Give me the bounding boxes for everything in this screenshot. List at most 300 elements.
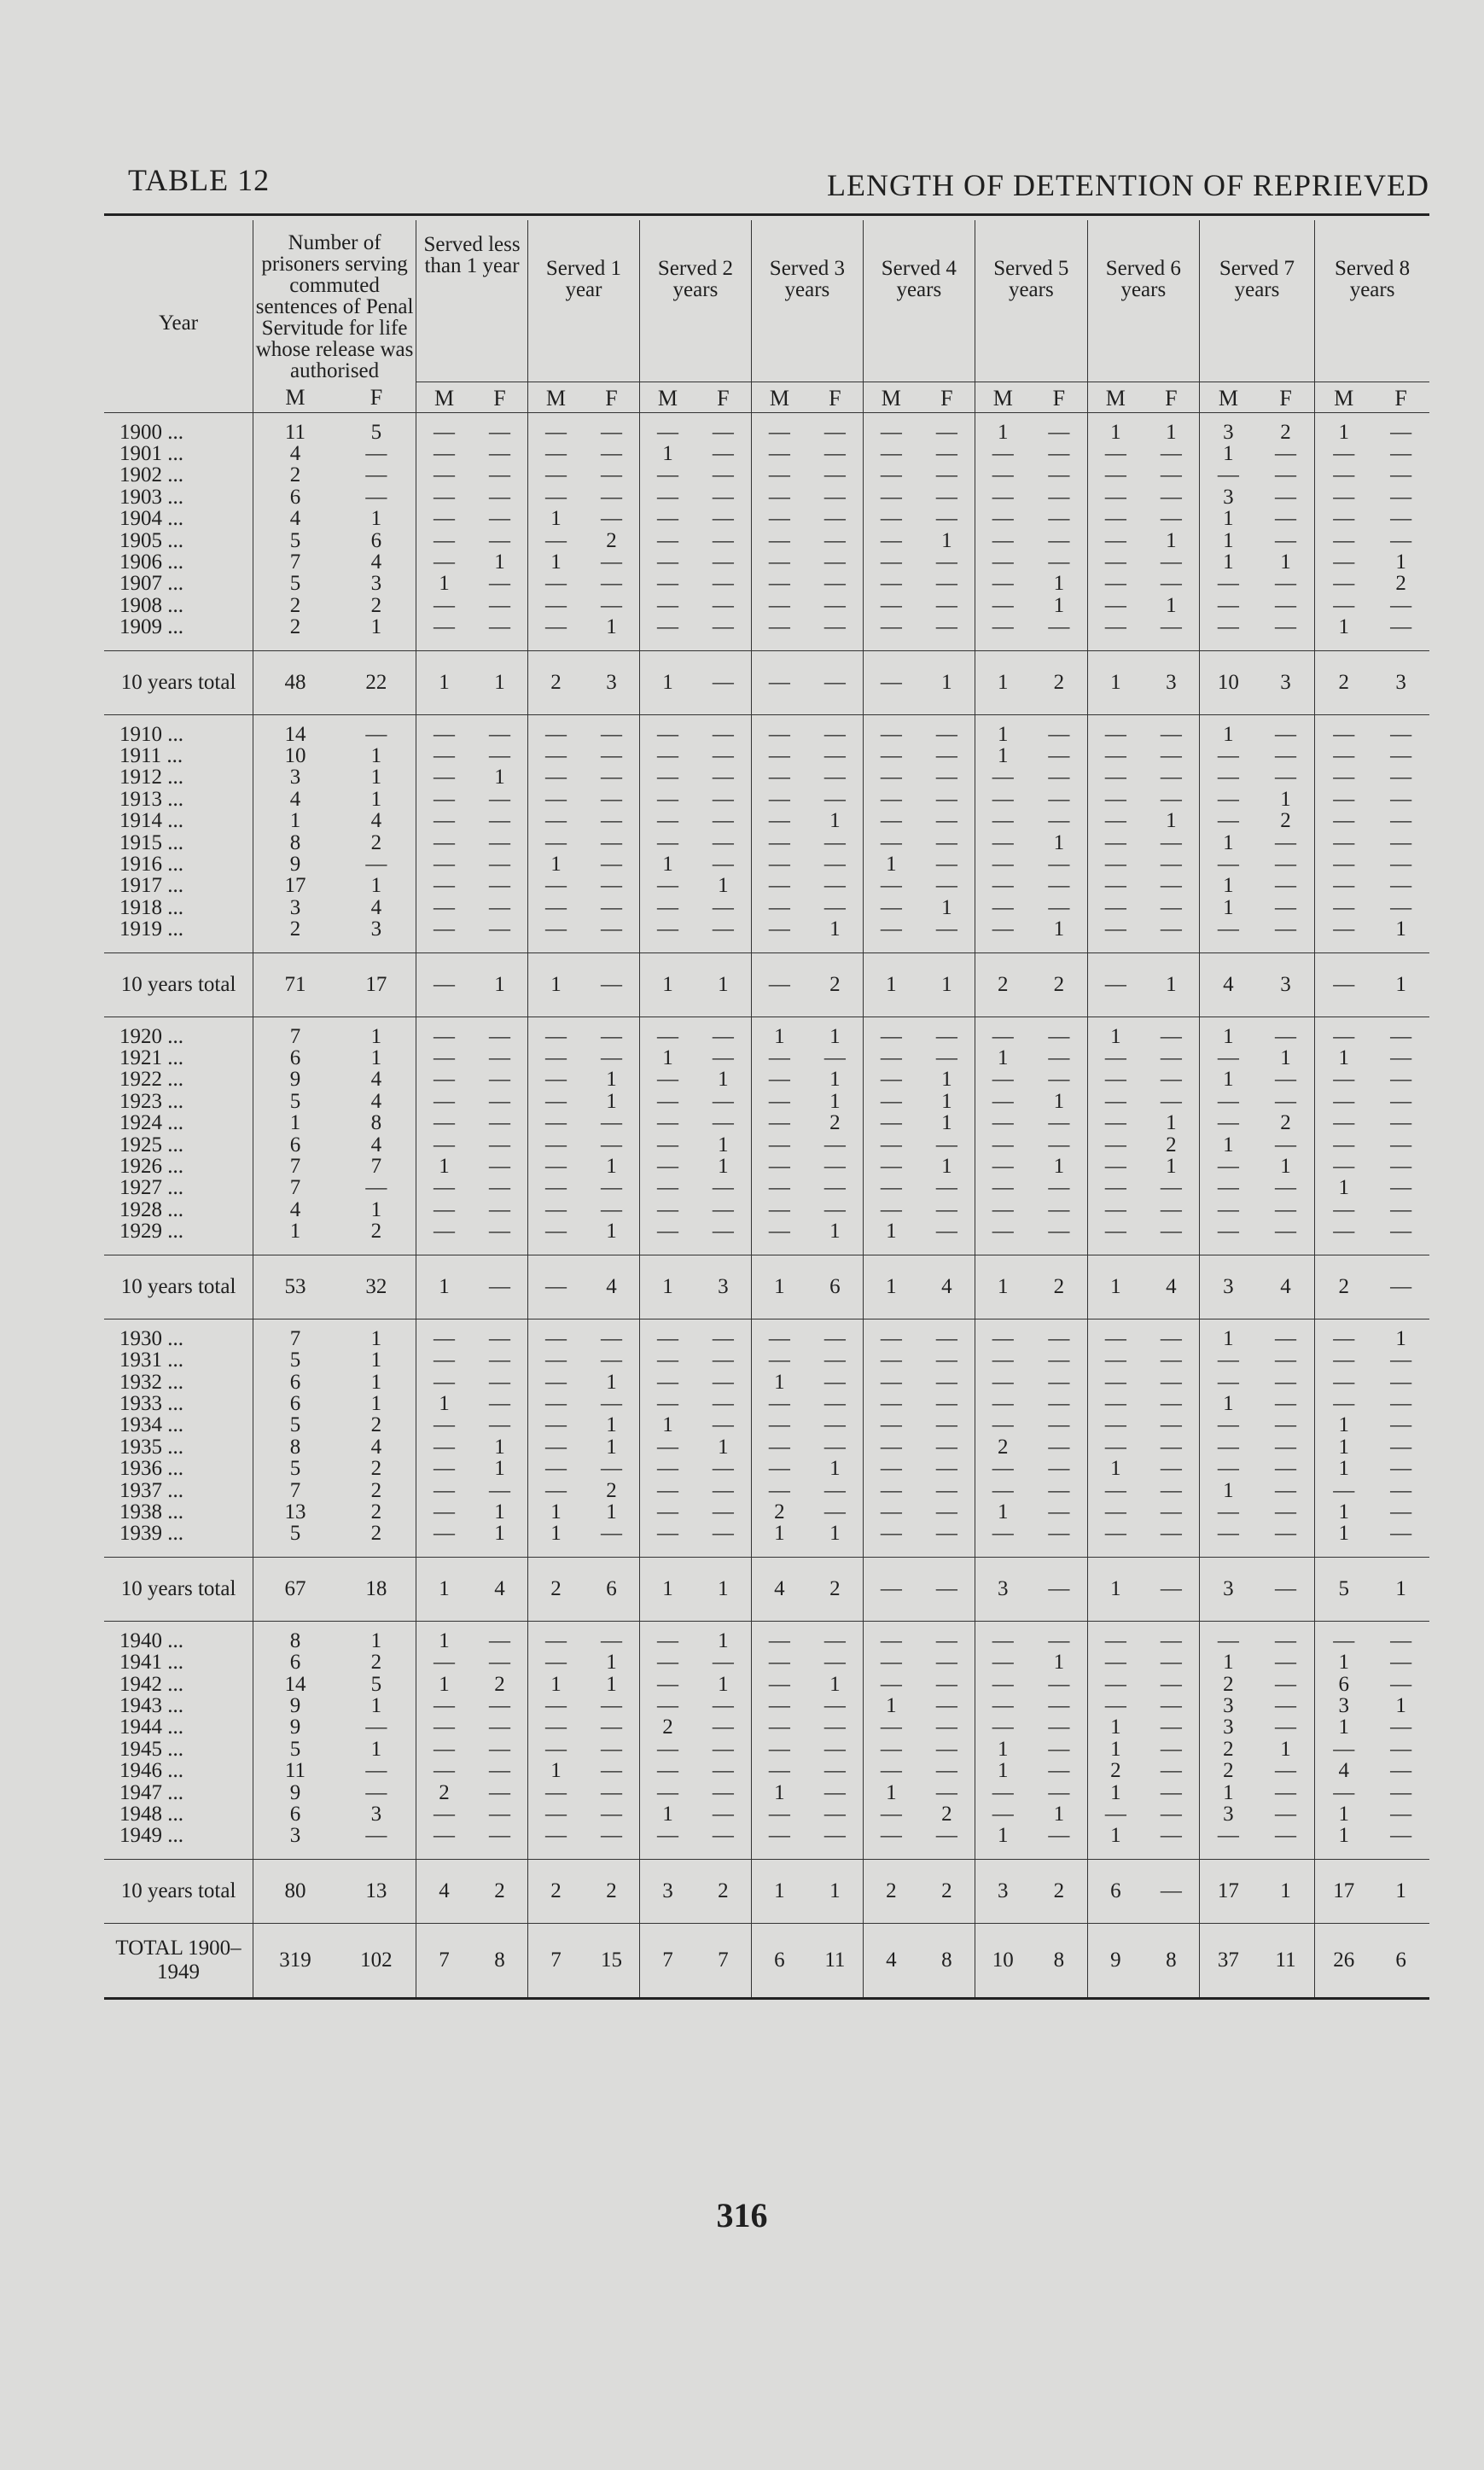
served-8-f-cell: —	[1390, 1500, 1412, 1523]
served-2-f-cell: —	[712, 1391, 734, 1415]
served-1-f-cell: —	[584, 952, 639, 1017]
served-2-f-cell: —	[712, 1326, 734, 1350]
prisoners-m-cell: 1	[253, 1112, 337, 1133]
served-1-m-cell: —	[528, 1782, 584, 1803]
served-7-f-cell: 1	[1280, 787, 1291, 811]
served-8-f-cell: —	[1390, 1780, 1412, 1804]
served-1-m-cell: —	[528, 1739, 584, 1760]
served-0-m-cell: —	[416, 1220, 472, 1255]
year-cell: 1917 ...	[119, 874, 183, 898]
served-3-f-cell: 1	[829, 1089, 841, 1113]
served-2-m-cell: —	[639, 1436, 695, 1458]
served-2-m-cell: —	[639, 1674, 695, 1695]
served-3-m-cell: —	[751, 875, 806, 896]
served-1-m-cell: —	[528, 897, 584, 918]
served-4-f-cell: —	[935, 1824, 957, 1848]
served-7-m-cell: 3	[1199, 1716, 1257, 1738]
served-5-m-cell: 3	[975, 1557, 1030, 1621]
served-5-f-cell: —	[1031, 1557, 1088, 1621]
served-5-f-cell: —	[1048, 1500, 1070, 1523]
table-row	[104, 1156, 1429, 1177]
served-0-f-cell: —	[489, 1176, 510, 1200]
served-5-m-cell: 1	[975, 714, 1030, 745]
served-3-m-cell: —	[751, 530, 806, 551]
served-7-f-cell: —	[1275, 1068, 1297, 1092]
served-6-m-cell: —	[1087, 853, 1143, 875]
served-3-f-cell: 1	[829, 1672, 841, 1696]
year-cell: 1946 ...	[119, 1759, 183, 1783]
served-7-m-cell: 2	[1199, 1739, 1257, 1760]
served-7-f-cell: —	[1275, 1716, 1297, 1739]
year-cell: 1923 ...	[119, 1089, 183, 1113]
prisoners-m-cell: 5	[253, 1091, 337, 1112]
served-5-m-cell: —	[975, 1134, 1030, 1156]
served-4-f-cell: —	[935, 722, 957, 746]
served-8-f-cell: —	[1390, 874, 1412, 898]
table-row	[104, 1782, 1429, 1803]
table-row	[104, 1177, 1429, 1198]
served-0-m-cell: —	[416, 1739, 472, 1760]
served-7-m-cell: 1	[1199, 1652, 1257, 1673]
served-2-f-cell: —	[712, 1197, 734, 1221]
prisoners-m-cell: 4	[253, 443, 337, 464]
served-0-m-cell: —	[416, 1825, 472, 1859]
served-4-m-cell: —	[863, 1523, 918, 1557]
served-6-f-cell: 1	[1166, 593, 1177, 617]
served-1-m-cell: —	[528, 595, 584, 616]
served-2-m-cell: —	[639, 1782, 695, 1803]
served-0-f-cell: —	[489, 1413, 510, 1437]
year-cell: 1918 ...	[119, 895, 183, 919]
served-3-m-cell: 1	[751, 1859, 806, 1923]
served-2-f-cell: —	[712, 485, 734, 509]
served-4-f-cell: —	[935, 1413, 957, 1437]
table-row	[104, 412, 1429, 443]
table-row	[104, 1393, 1429, 1414]
served-0-f-cell: —	[489, 615, 510, 639]
served-6-f-cell: —	[1160, 918, 1182, 941]
served-8-f-cell: —	[1390, 441, 1412, 465]
served-5-m-cell: —	[975, 486, 1030, 508]
served-5-m-cell: —	[975, 1069, 1030, 1090]
served-4-f-cell: —	[935, 743, 957, 767]
served-2-m-cell: —	[639, 486, 695, 508]
served-6-m-cell: —	[1087, 1112, 1143, 1133]
served-0-f-cell: —	[489, 809, 510, 833]
served-2-m-cell: 1	[639, 1047, 695, 1069]
prisoners-f-cell: 18	[337, 1557, 416, 1621]
served-7-f-cell: —	[1275, 463, 1297, 487]
served-7-f-cell: —	[1275, 1803, 1297, 1826]
served-8-m-cell: 1	[1315, 1523, 1373, 1557]
served-0-m-cell: —	[416, 1436, 472, 1458]
served-2-m-cell: —	[639, 1372, 695, 1393]
served-4-m-cell: —	[863, 918, 918, 952]
served-6-f-cell: —	[1160, 1716, 1182, 1739]
served-8-f-cell: 1	[1372, 1557, 1429, 1621]
served-2-f-cell: 1	[718, 1068, 729, 1092]
served-4-f-cell: —	[935, 1672, 957, 1696]
served-0-f-cell: —	[489, 420, 510, 444]
f-header: F	[695, 382, 751, 412]
served-5-m-cell: —	[975, 573, 1030, 594]
served-6-f-cell: —	[1160, 895, 1182, 919]
served-3-m-cell: —	[751, 1069, 806, 1090]
served-2-m-cell: —	[639, 1458, 695, 1479]
served-6-m-cell: —	[1087, 1414, 1143, 1436]
served-0-m-cell: —	[416, 832, 472, 853]
prisoners-f-cell: 1	[370, 1370, 382, 1394]
served-4-f-cell: —	[935, 1716, 957, 1739]
served-6-f-cell: —	[1160, 1349, 1182, 1372]
year-cell: 1913 ...	[119, 787, 183, 811]
served-6-m-cell: —	[1087, 443, 1143, 464]
m-header: M	[1199, 382, 1257, 412]
year-cell: 1929 ...	[119, 1220, 183, 1244]
prisoners-m-cell: 9	[253, 1695, 337, 1716]
prisoners-m-cell: 9	[253, 1069, 337, 1090]
decade-total-label: 10 years total	[104, 1557, 253, 1621]
grand-total-row	[104, 1923, 1429, 1998]
served-8-f-cell: —	[1390, 528, 1412, 552]
served-0-m-cell: —	[416, 1134, 472, 1156]
served-3-m-cell: —	[751, 810, 806, 831]
served-8-f-cell: 3	[1372, 650, 1429, 714]
served-5-m-cell: —	[975, 551, 1030, 573]
served-8-f-cell: —	[1390, 507, 1412, 531]
served-4-m-cell: 1	[863, 853, 918, 875]
served-2-f-cell: —	[712, 1780, 734, 1804]
table-title: LENGTH OF DETENTION OF REPRIEVED	[827, 168, 1429, 202]
served-1-f-cell: —	[600, 853, 622, 876]
served-0-f-cell: —	[489, 830, 510, 854]
prisoners-f-cell: 1	[370, 1693, 382, 1717]
prisoners-m-cell: 5	[253, 530, 337, 551]
served-3-m-cell: —	[751, 1199, 806, 1220]
served-2-m-cell: —	[639, 1480, 695, 1501]
mf-row	[104, 382, 1429, 412]
served-6-f-cell: 4	[1144, 1255, 1199, 1319]
served-3-m-cell: —	[751, 464, 806, 486]
served-4-f-cell: —	[935, 787, 957, 811]
prisoners-f-cell: 4	[370, 1435, 382, 1459]
served-0-m-cell: 1	[416, 1557, 472, 1621]
served-4-f-cell: —	[935, 1759, 957, 1783]
served-7-f-cell: —	[1275, 895, 1297, 919]
served-6-m-cell: —	[1087, 464, 1143, 486]
served-3-m-cell: 1	[751, 1372, 806, 1393]
served-0-m-cell: 1	[416, 1156, 472, 1177]
served-7-f-cell: —	[1275, 1413, 1297, 1437]
served-8-m-cell: 1	[1315, 1803, 1373, 1825]
served-4-f-cell: —	[935, 441, 957, 465]
prisoners-f-cell: 1	[370, 1046, 382, 1070]
year-cell: 1910 ...	[119, 722, 183, 746]
f-header: F	[919, 382, 975, 412]
served-0-m-cell: —	[416, 952, 472, 1017]
served-3-m-cell: —	[751, 1458, 806, 1479]
served-2-f-cell: —	[712, 1024, 734, 1048]
served-3-f-cell: —	[823, 1737, 846, 1761]
prisoners-m-cell: 9	[253, 853, 337, 875]
served-4-f-cell: —	[935, 420, 957, 444]
served-7-f-cell: —	[1275, 1628, 1297, 1652]
m-header: M	[639, 382, 695, 412]
served-7-m-cell: 1	[1199, 1069, 1257, 1090]
served-7-m-cell: —	[1199, 853, 1257, 875]
served-0-f-cell: —	[489, 853, 510, 876]
prisoners-f-cell: 1	[370, 1197, 382, 1221]
served-6-m-cell: 1	[1087, 1825, 1143, 1859]
prisoners-header: Number of prisoners serving commuted sentences of Penal Servitude for life whose release was authorised	[253, 220, 416, 382]
served-3-f-cell: —	[823, 1391, 846, 1415]
served-4-m-cell: —	[863, 1739, 918, 1760]
prisoners-m-cell: 2	[253, 616, 337, 650]
served-6-f-cell: —	[1160, 1391, 1182, 1415]
served-5-f-cell: —	[1048, 1370, 1070, 1394]
table-row	[104, 1652, 1429, 1673]
served-3-m-cell: —	[751, 1414, 806, 1436]
table-row	[104, 1047, 1429, 1069]
served-0-m-cell: 1	[416, 650, 472, 714]
table-row	[104, 1523, 1429, 1557]
served-7-f-cell: —	[1275, 1391, 1297, 1415]
served-8-f-cell: —	[1390, 1391, 1412, 1415]
served-7-m-cell: 3	[1199, 412, 1257, 443]
prisoners-f-cell: 32	[337, 1255, 416, 1319]
served-4-m-cell: —	[863, 832, 918, 853]
served-0-f-cell: 1	[472, 952, 527, 1017]
served-1-f-cell: —	[600, 463, 622, 487]
served-6-m-cell: —	[1087, 1393, 1143, 1414]
served-5-f-cell: —	[1048, 1780, 1070, 1804]
served-8-f-cell: —	[1390, 1068, 1412, 1092]
year-cell: 1948 ...	[119, 1803, 183, 1826]
served-3-m-cell: —	[751, 1621, 806, 1652]
served-6-f-cell: —	[1160, 1068, 1182, 1092]
served-1-f-cell: —	[600, 1133, 622, 1156]
served-0-m-cell: —	[416, 1760, 472, 1781]
served-7-f-cell: —	[1275, 874, 1297, 898]
year-cell: 1915 ...	[119, 830, 183, 854]
served-3-m-cell: —	[751, 616, 806, 650]
served-2-m-cell: —	[639, 595, 695, 616]
served-1-m-cell: 1	[528, 508, 584, 529]
year-cell: 1933 ...	[119, 1391, 183, 1415]
served-8-m-cell: —	[1315, 1091, 1373, 1112]
served-4-m-cell: —	[863, 1652, 918, 1673]
prisoners-f-cell: 1	[370, 787, 382, 811]
served-4-f-cell: 2	[941, 1803, 952, 1826]
f-header: F	[1257, 382, 1315, 412]
served-8-f-cell: —	[1390, 1024, 1412, 1048]
served-5-m-cell: —	[975, 918, 1030, 952]
year-cell: 1945 ...	[119, 1737, 183, 1761]
served-6-f-cell: —	[1144, 1557, 1199, 1621]
table-row	[104, 810, 1429, 831]
year-cell: 1909 ...	[119, 615, 183, 639]
served-1-f-cell: —	[600, 1024, 622, 1048]
served-2-m-cell: —	[639, 789, 695, 810]
served-1-m-cell: 2	[528, 1859, 584, 1923]
served-1-f-cell: —	[600, 1759, 622, 1783]
served-6-f-cell: —	[1160, 441, 1182, 465]
year-cell: 1947 ...	[119, 1780, 183, 1804]
served-3-m-cell: 1	[751, 1017, 806, 1047]
top-rule	[104, 213, 1429, 216]
served-8-f-cell: 1	[1372, 952, 1429, 1017]
served-8-f-cell: —	[1390, 1824, 1412, 1848]
served-2-f-cell: 1	[718, 1628, 729, 1652]
prisoners-m-cell: 5	[253, 1414, 337, 1436]
m-header: M	[751, 382, 806, 412]
served-1-m-cell: —	[528, 745, 584, 766]
served-5-f-cell: —	[1048, 1133, 1070, 1156]
served-5-m-cell: 3	[975, 1859, 1030, 1923]
served-6-f-cell: —	[1160, 1651, 1182, 1675]
served-6-f-cell: —	[1160, 1693, 1182, 1717]
served-7-f-cell: —	[1275, 1457, 1297, 1481]
served-5-m-cell: —	[975, 1177, 1030, 1198]
served-3-m-cell: 1	[751, 1782, 806, 1803]
served-4-f-cell: 1	[941, 1089, 952, 1113]
served-3-f-cell: —	[823, 1155, 846, 1179]
served-5-f-cell: —	[1048, 787, 1070, 811]
prisoners-m-cell: 7	[253, 1156, 337, 1177]
served-1-m-cell: —	[528, 1825, 584, 1859]
served-0-m-cell: —	[416, 875, 472, 896]
served-8-m-cell: —	[1315, 573, 1373, 594]
table-row	[104, 1220, 1429, 1255]
served-0-f-cell: —	[489, 485, 510, 509]
prisoners-f-cell: 22	[337, 650, 416, 714]
served-3-m-cell: —	[751, 1739, 806, 1760]
served-0-f-cell: —	[489, 1133, 510, 1156]
served-0-f-cell: —	[489, 895, 510, 919]
served-8-f-cell: —	[1390, 615, 1412, 639]
served-1-f-cell: 1	[606, 1155, 617, 1179]
served-2-m-cell: 1	[639, 1414, 695, 1436]
prisoners-f-cell: —	[365, 1176, 387, 1200]
served-2-m-cell: —	[639, 1501, 695, 1523]
served-0-m-cell: —	[416, 918, 472, 952]
served-2-m-cell: —	[639, 1177, 695, 1198]
served-8-f-cell: —	[1390, 1716, 1412, 1739]
served-header-8: Served 8 years	[1315, 220, 1429, 382]
served-2-f-cell: —	[712, 853, 734, 876]
served-2-m-cell: —	[639, 1760, 695, 1781]
year-cell: 1900 ...	[119, 420, 183, 444]
year-cell: 1938 ...	[119, 1500, 183, 1523]
prisoners-m-cell: 2	[253, 464, 337, 486]
served-4-f-cell: —	[935, 1391, 957, 1415]
served-0-f-cell: —	[489, 1024, 510, 1048]
year-cell: 1904 ...	[119, 507, 183, 531]
served-6-m-cell: —	[1087, 766, 1143, 788]
served-1-m-cell: —	[528, 918, 584, 952]
prisoners-m-cell: 53	[253, 1255, 337, 1319]
served-7-m-cell: —	[1199, 1458, 1257, 1479]
table-row	[104, 745, 1429, 766]
served-3-f-cell: —	[823, 853, 846, 876]
served-7-m-cell: —	[1199, 1091, 1257, 1112]
served-0-f-cell: —	[489, 1780, 510, 1804]
served-7-m-cell: —	[1199, 1112, 1257, 1133]
served-0-f-cell: —	[489, 874, 510, 898]
served-6-m-cell: —	[1087, 952, 1143, 1017]
served-5-f-cell: —	[1048, 1628, 1070, 1652]
served-2-m-cell: —	[639, 875, 695, 896]
served-4-m-cell: —	[863, 1803, 918, 1825]
served-1-m-cell: —	[528, 443, 584, 464]
served-4-m-cell: —	[863, 595, 918, 616]
served-6-f-cell: 1	[1166, 1155, 1177, 1179]
served-8-f-cell: —	[1390, 1803, 1412, 1826]
served-6-m-cell: —	[1087, 1652, 1143, 1673]
served-8-f-cell: —	[1390, 787, 1412, 811]
served-8-f-cell: —	[1390, 766, 1412, 789]
served-5-f-cell: —	[1048, 615, 1070, 639]
prisoners-m-cell: 6	[253, 486, 337, 508]
served-3-f-cell: —	[823, 1133, 846, 1156]
prisoners-f-cell: 5	[370, 420, 382, 444]
served-0-m-cell: —	[416, 1017, 472, 1047]
served-4-m-cell: —	[863, 1112, 918, 1133]
served-6-m-cell: —	[1087, 1220, 1143, 1255]
prisoners-m-cell: 6	[253, 1047, 337, 1069]
year-cell: 1932 ...	[119, 1370, 183, 1394]
served-5-m-cell: —	[975, 1220, 1030, 1255]
served-0-f-cell: —	[489, 1759, 510, 1783]
served-4-f-cell: —	[935, 1780, 957, 1804]
served-7-m-cell: —	[1199, 595, 1257, 616]
served-4-m-cell: —	[863, 1091, 918, 1112]
served-6-m-cell: 1	[1087, 1557, 1143, 1621]
served-0-m-cell: —	[416, 1803, 472, 1825]
served-8-m-cell: —	[1315, 595, 1373, 616]
served-2-f-cell: 1	[695, 952, 751, 1017]
served-5-m-cell: —	[975, 875, 1030, 896]
served-3-f-cell: —	[823, 1197, 846, 1221]
served-1-m-cell: —	[528, 1393, 584, 1414]
served-4-f-cell: —	[935, 615, 957, 639]
served-3-f-cell: 2	[807, 1557, 863, 1621]
served-1-f-cell: —	[600, 1780, 622, 1804]
served-4-m-cell: —	[863, 412, 918, 443]
served-4-f-cell: —	[935, 1457, 957, 1481]
served-1-f-cell: —	[600, 895, 622, 919]
served-8-f-cell: —	[1390, 743, 1412, 767]
served-6-f-cell: —	[1160, 1197, 1182, 1221]
served-8-f-cell: —	[1390, 1737, 1412, 1761]
served-6-f-cell: —	[1160, 1478, 1182, 1502]
prisoners-m-cell: 9	[253, 1716, 337, 1738]
served-2-f-cell: —	[712, 1349, 734, 1372]
prisoners-m-cell: 7	[253, 1017, 337, 1047]
served-3-f-cell: —	[823, 1628, 846, 1652]
served-7-f-cell: 3	[1257, 952, 1315, 1017]
served-6-f-cell: —	[1160, 463, 1182, 487]
served-3-m-cell: —	[751, 1803, 806, 1825]
served-3-m-cell: —	[751, 1674, 806, 1695]
table-row	[104, 1436, 1429, 1458]
served-7-f-cell: —	[1275, 1780, 1297, 1804]
detention-table	[104, 220, 1429, 2000]
served-8-f-cell: —	[1390, 722, 1412, 746]
served-6-f-cell: —	[1160, 1046, 1182, 1070]
served-2-f-cell: —	[712, 1176, 734, 1200]
served-3-m-cell: —	[751, 897, 806, 918]
